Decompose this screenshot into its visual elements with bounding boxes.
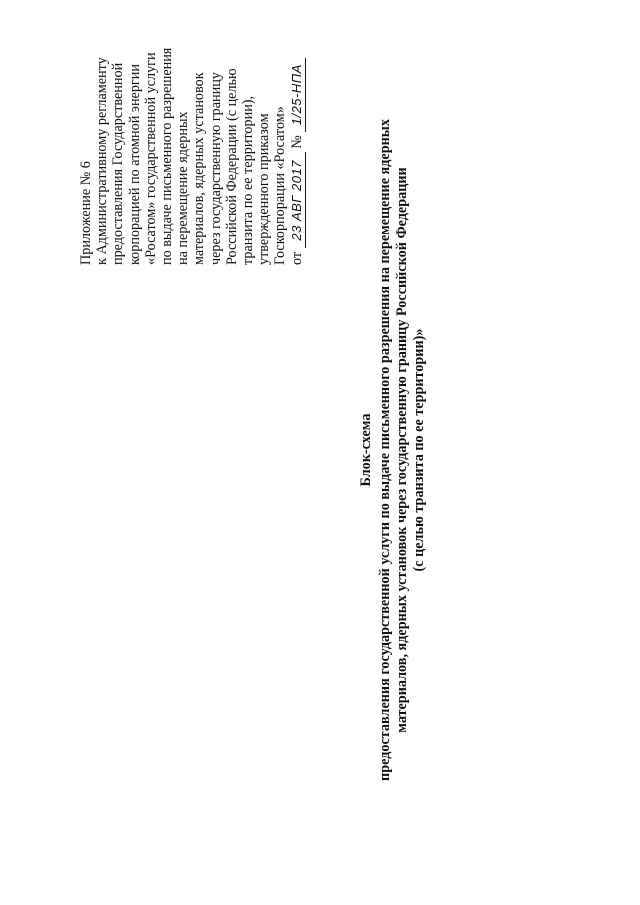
appendix-line: транзита по ее территории), — [240, 95, 257, 265]
appendix-line: к Административному регламенту — [94, 57, 111, 265]
date-prefix: от — [288, 251, 305, 265]
appendix-line: корпорацией по атомной энергии — [126, 64, 143, 265]
appendix-line: Госкорпорации «Росатом» — [272, 106, 289, 265]
appendix-line: Российской Федерации (с целью — [223, 68, 240, 265]
appendix-line: Приложение № 6 — [78, 161, 94, 265]
title-line: предоставления государственной услуги по выдаче письменного разрешения на перемещение ядерных — [377, 119, 393, 781]
order-date: 23 АВГ 2017 — [289, 152, 306, 248]
appendix-line: «Росатом» государственной услуги — [142, 52, 159, 265]
title-heading: Блок-схема — [358, 413, 374, 487]
appendix-line: предоставления Государственной — [110, 62, 127, 265]
appendix-header — [78, 0, 306, 265]
appendix-line: через государственную границу — [207, 72, 224, 265]
appendix-line: на перемещение ядерных — [175, 111, 192, 265]
title-line: материалов, ядерных установок через государственную границу Российской Федерации — [394, 167, 410, 733]
appendix-line: утвержденного приказом — [256, 113, 273, 265]
order-number: 1/25-НПА — [289, 58, 306, 132]
order-date-line — [289, 0, 306, 265]
appendix-line: материалов, ядерных установок — [191, 72, 208, 265]
flowchart-title — [358, 70, 428, 830]
appendix-line: по выдаче письменного разрешения — [159, 47, 176, 265]
number-prefix: № — [288, 135, 305, 149]
title-line: (с целью транзита по ее территории)» — [411, 328, 427, 572]
